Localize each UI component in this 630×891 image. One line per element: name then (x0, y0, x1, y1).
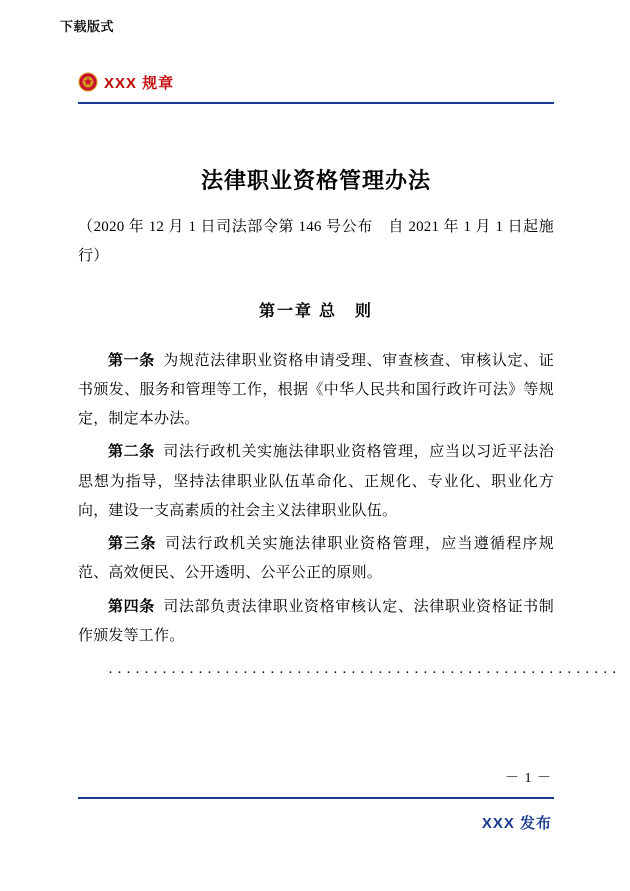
article-text: 司法行政机关实施法律职业资格管理，应当遵循程序规范、高效便民、公开透明、公平公正的原则。 (78, 536, 554, 582)
header-title: XXX 规章 (104, 74, 175, 92)
article-number: 第一条 (108, 352, 155, 369)
document-body (78, 150, 621, 682)
national-emblem-icon (78, 72, 98, 92)
article-paragraph (78, 593, 554, 652)
article-paragraph (78, 347, 554, 435)
article-number: 第四条 (108, 598, 155, 615)
page-number: － 1 － (505, 771, 552, 786)
article-text: 司法行政机关实施法律职业资格管理，应当以习近平法治思想为指导，坚持法律职业队伍革命化、正规化、专业化、职业化方向，建设一支高素质的社会主义法律职业队伍。 (78, 444, 554, 519)
header-divider (78, 102, 554, 104)
footer-divider (78, 797, 554, 799)
page-title: 法律职业资格管理办法 (200, 168, 431, 193)
article-paragraph (78, 438, 554, 526)
article-number: 第二条 (108, 444, 155, 461)
article-number: 第三条 (108, 536, 157, 552)
chapter-heading: 第一章 总 则 (258, 302, 373, 320)
article-text: 司法部负责法律职业资格审核认定、法律职业资格证书制作颁发等工作。 (78, 598, 554, 644)
article-paragraph (78, 530, 554, 589)
download-format-label: 下载版式 (60, 19, 115, 34)
promulgation-note: （2020 年 12 月 1 日司法部令第 146 号公布 自 2021 年 1 月 1 日起施行） (78, 219, 554, 265)
publisher-label: XXX 发布 (481, 815, 552, 832)
article-text: 为规范法律职业资格申请受理、审查核查、审核认定、证书颁发、服务和管理等工作，根据《中华人民共和国行政许可法》等规定，制定本办法。 (78, 352, 554, 427)
document-header (78, 68, 554, 104)
content-continuation-ellipsis: ························································· (108, 665, 621, 681)
